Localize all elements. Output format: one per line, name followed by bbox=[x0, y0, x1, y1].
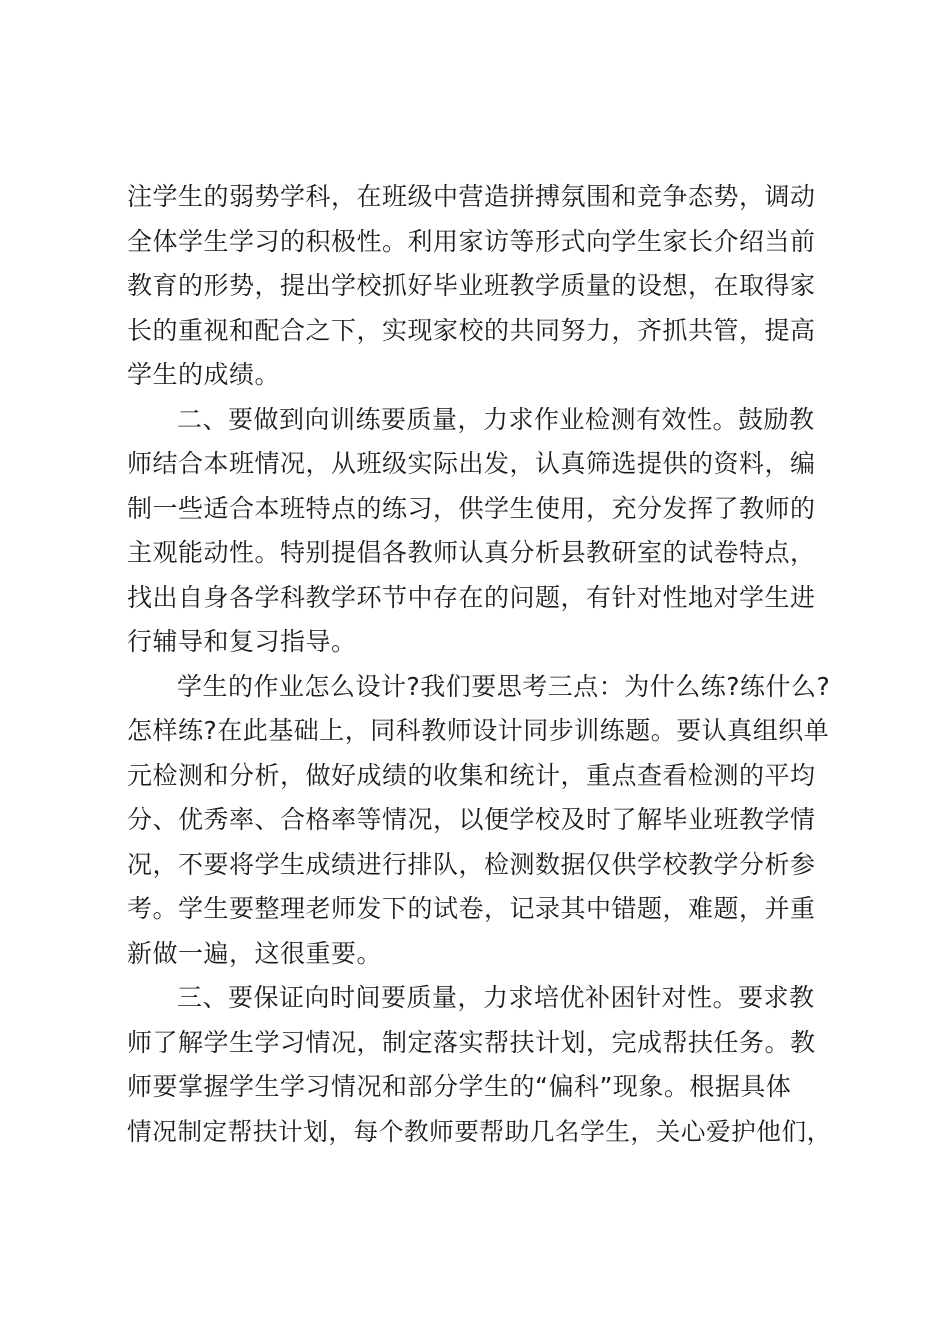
text-line: 分、优秀率、合格率等情况，以便学校及时了解毕业班教学情 bbox=[127, 805, 816, 834]
text-line: 找出自身各学科教学环节中存在的问题，有针对性地对学生进 bbox=[127, 582, 816, 612]
text-line: 长的重视和配合之下，实现家校的共同努力，齐抓共管，提高 bbox=[127, 315, 816, 345]
text-line: 师要掌握学生学习情况和部分学生的“偏科”现象。根据具体 bbox=[127, 1072, 792, 1101]
text-line: 情况制定帮扶计划，每个教师要帮助几名学生，关心爱护他们， bbox=[127, 1116, 832, 1146]
paragraph-3 bbox=[127, 665, 832, 977]
text-line: 全体学生学习的积极性。利用家访等形式向学生家长介绍当前 bbox=[127, 226, 816, 256]
document-body bbox=[127, 175, 832, 1154]
text-line: 师了解学生学习情况，制定落实帮扶计划，完成帮扶任务。教 bbox=[127, 1027, 816, 1057]
text-line: 制一些适合本班特点的练习，供学生使用，充分发挥了教师的 bbox=[127, 493, 816, 523]
paragraph-4 bbox=[127, 976, 832, 1154]
text-line: 注学生的弱势学科，在班级中营造拼搏氛围和竞争态势，调动 bbox=[127, 182, 816, 211]
text-line: 教育的形势，提出学校抓好毕业班教学质量的设想，在取得家 bbox=[127, 271, 816, 300]
text-line: 怎样练?在此基础上，同科教师设计同步训练题。要认真组织单 bbox=[127, 716, 830, 745]
paragraph-2 bbox=[127, 398, 832, 665]
text-line: 新做一遍，这很重要。 bbox=[127, 938, 383, 968]
text-line: 主观能动性。特别提倡各教师认真分析县教研室的试卷特点， bbox=[127, 538, 816, 567]
text-line: 学生的成绩。 bbox=[127, 360, 281, 389]
text-line: 学生的作业怎么设计?我们要思考三点：为什么练?练什么? bbox=[177, 671, 831, 701]
paragraph-1 bbox=[127, 175, 832, 398]
text-line: 三、要保证向时间要质量，力求培优补困针对性。要求教 bbox=[177, 983, 815, 1012]
text-line: 行辅导和复习指导。 bbox=[127, 627, 357, 656]
text-line: 元检测和分析，做好成绩的收集和统计，重点查看检测的平均 bbox=[127, 760, 816, 790]
text-line: 考。学生要整理老师发下的试卷，记录其中错题，难题，并重 bbox=[127, 894, 816, 923]
text-line: 师结合本班情况，从班级实际出发，认真筛选提供的资料，编 bbox=[127, 449, 816, 478]
text-line: 况，不要将学生成绩进行排队，检测数据仅供学校教学分析参 bbox=[127, 849, 816, 879]
text-line: 二、要做到向训练要质量，力求作业检测有效性。鼓励教 bbox=[177, 404, 815, 434]
